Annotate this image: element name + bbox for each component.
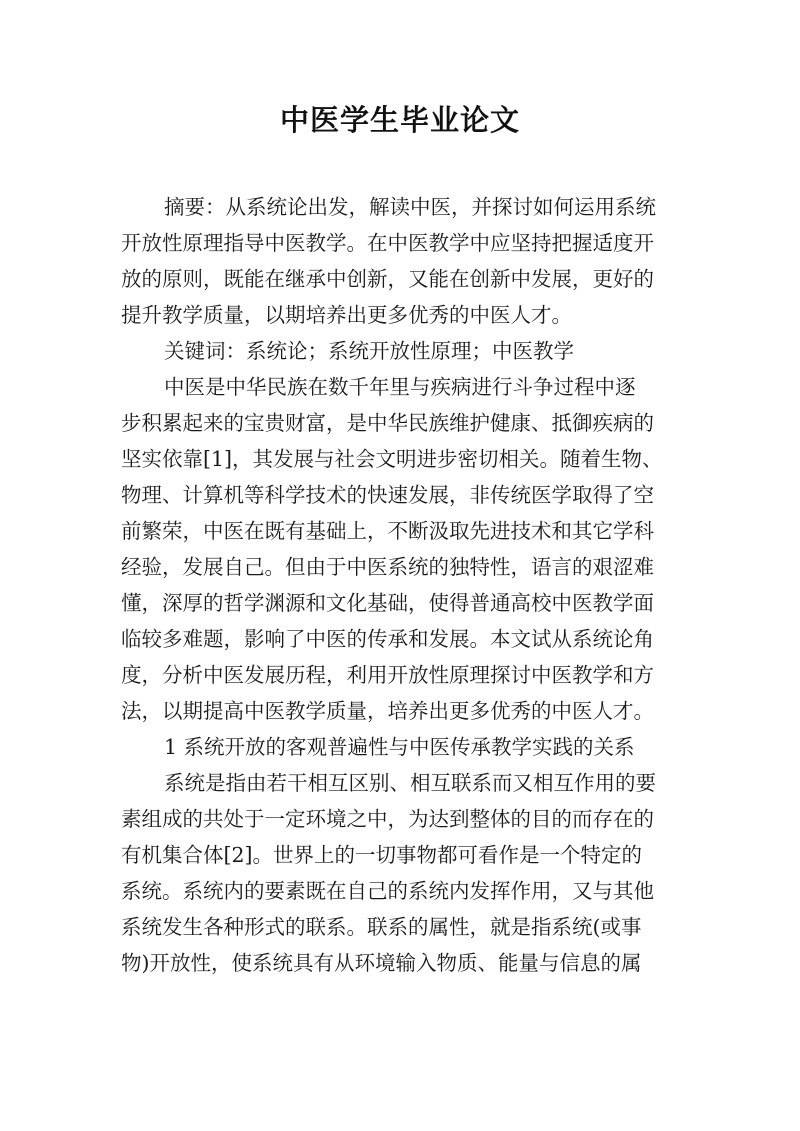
text-line: 素组成的共处于一定环境之中，为达到整体的目的而存在的 [121, 807, 654, 831]
text-line: 懂，深厚的哲学渊源和文化基础，使得普通高校中医教学面 [121, 591, 654, 615]
text-line: 有机集合体[2]。世界上的一切事物都可看作是一个特定的 [121, 843, 643, 867]
text-line: 放的原则，既能在继承中创新，又能在创新中发展，更好的 [121, 267, 654, 291]
text-line: 物)开放性，使系统具有从环境输入物质、能量与信息的属 [121, 951, 642, 975]
text-line: 物理、计算机等科学技术的快速发展，非传统医学取得了空 [121, 483, 654, 507]
text-line: 坚实依靠[1]，其发展与社会文明进步密切相关。随着生物、 [121, 447, 663, 471]
text-line: 开放性原理指导中医教学。在中医教学中应坚持把握适度开 [121, 231, 654, 255]
text-line: 前繁荣，中医在既有基础上，不断汲取先进技术和其它学科 [121, 519, 654, 543]
text-line: 系统是指由若干相互区别、相互联系而又相互作用的要 [164, 771, 656, 795]
text-line: 关键词：系统论；系统开放性原理；中医教学 [164, 339, 574, 363]
document-title: 中医学生毕业论文 [279, 103, 520, 137]
text-line: 系统发生各种形式的联系。联系的属性，就是指系统(或事 [121, 915, 642, 939]
text-line: 1 系统开放的客观普遍性与中医传承教学实践的关系 [164, 735, 635, 759]
text-line: 提升教学质量，以期培养出更多优秀的中医人才。 [121, 303, 572, 327]
text-line: 临较多难题，影响了中医的传承和发展。本文试从系统论角 [121, 627, 654, 651]
text-line: 系统。系统内的要素既在自己的系统内发挥作用，又与其他 [121, 879, 654, 903]
text-line: 法，以期提高中医教学质量，培养出更多优秀的中医人才。 [121, 699, 654, 723]
text-line: 中医是中华民族在数千年里与疾病进行斗争过程中逐 [164, 375, 636, 399]
text-line: 摘要：从系统论出发，解读中医，并探讨如何运用系统 [164, 195, 656, 219]
text-line: 度，分析中医发展历程，利用开放性原理探讨中医教学和方 [121, 663, 654, 687]
text-line: 经验，发展自己。但由于中医系统的独特性，语言的艰涩难 [121, 555, 654, 579]
text-line: 步积累起来的宝贵财富，是中华民族维护健康、抵御疾病的 [121, 411, 654, 435]
